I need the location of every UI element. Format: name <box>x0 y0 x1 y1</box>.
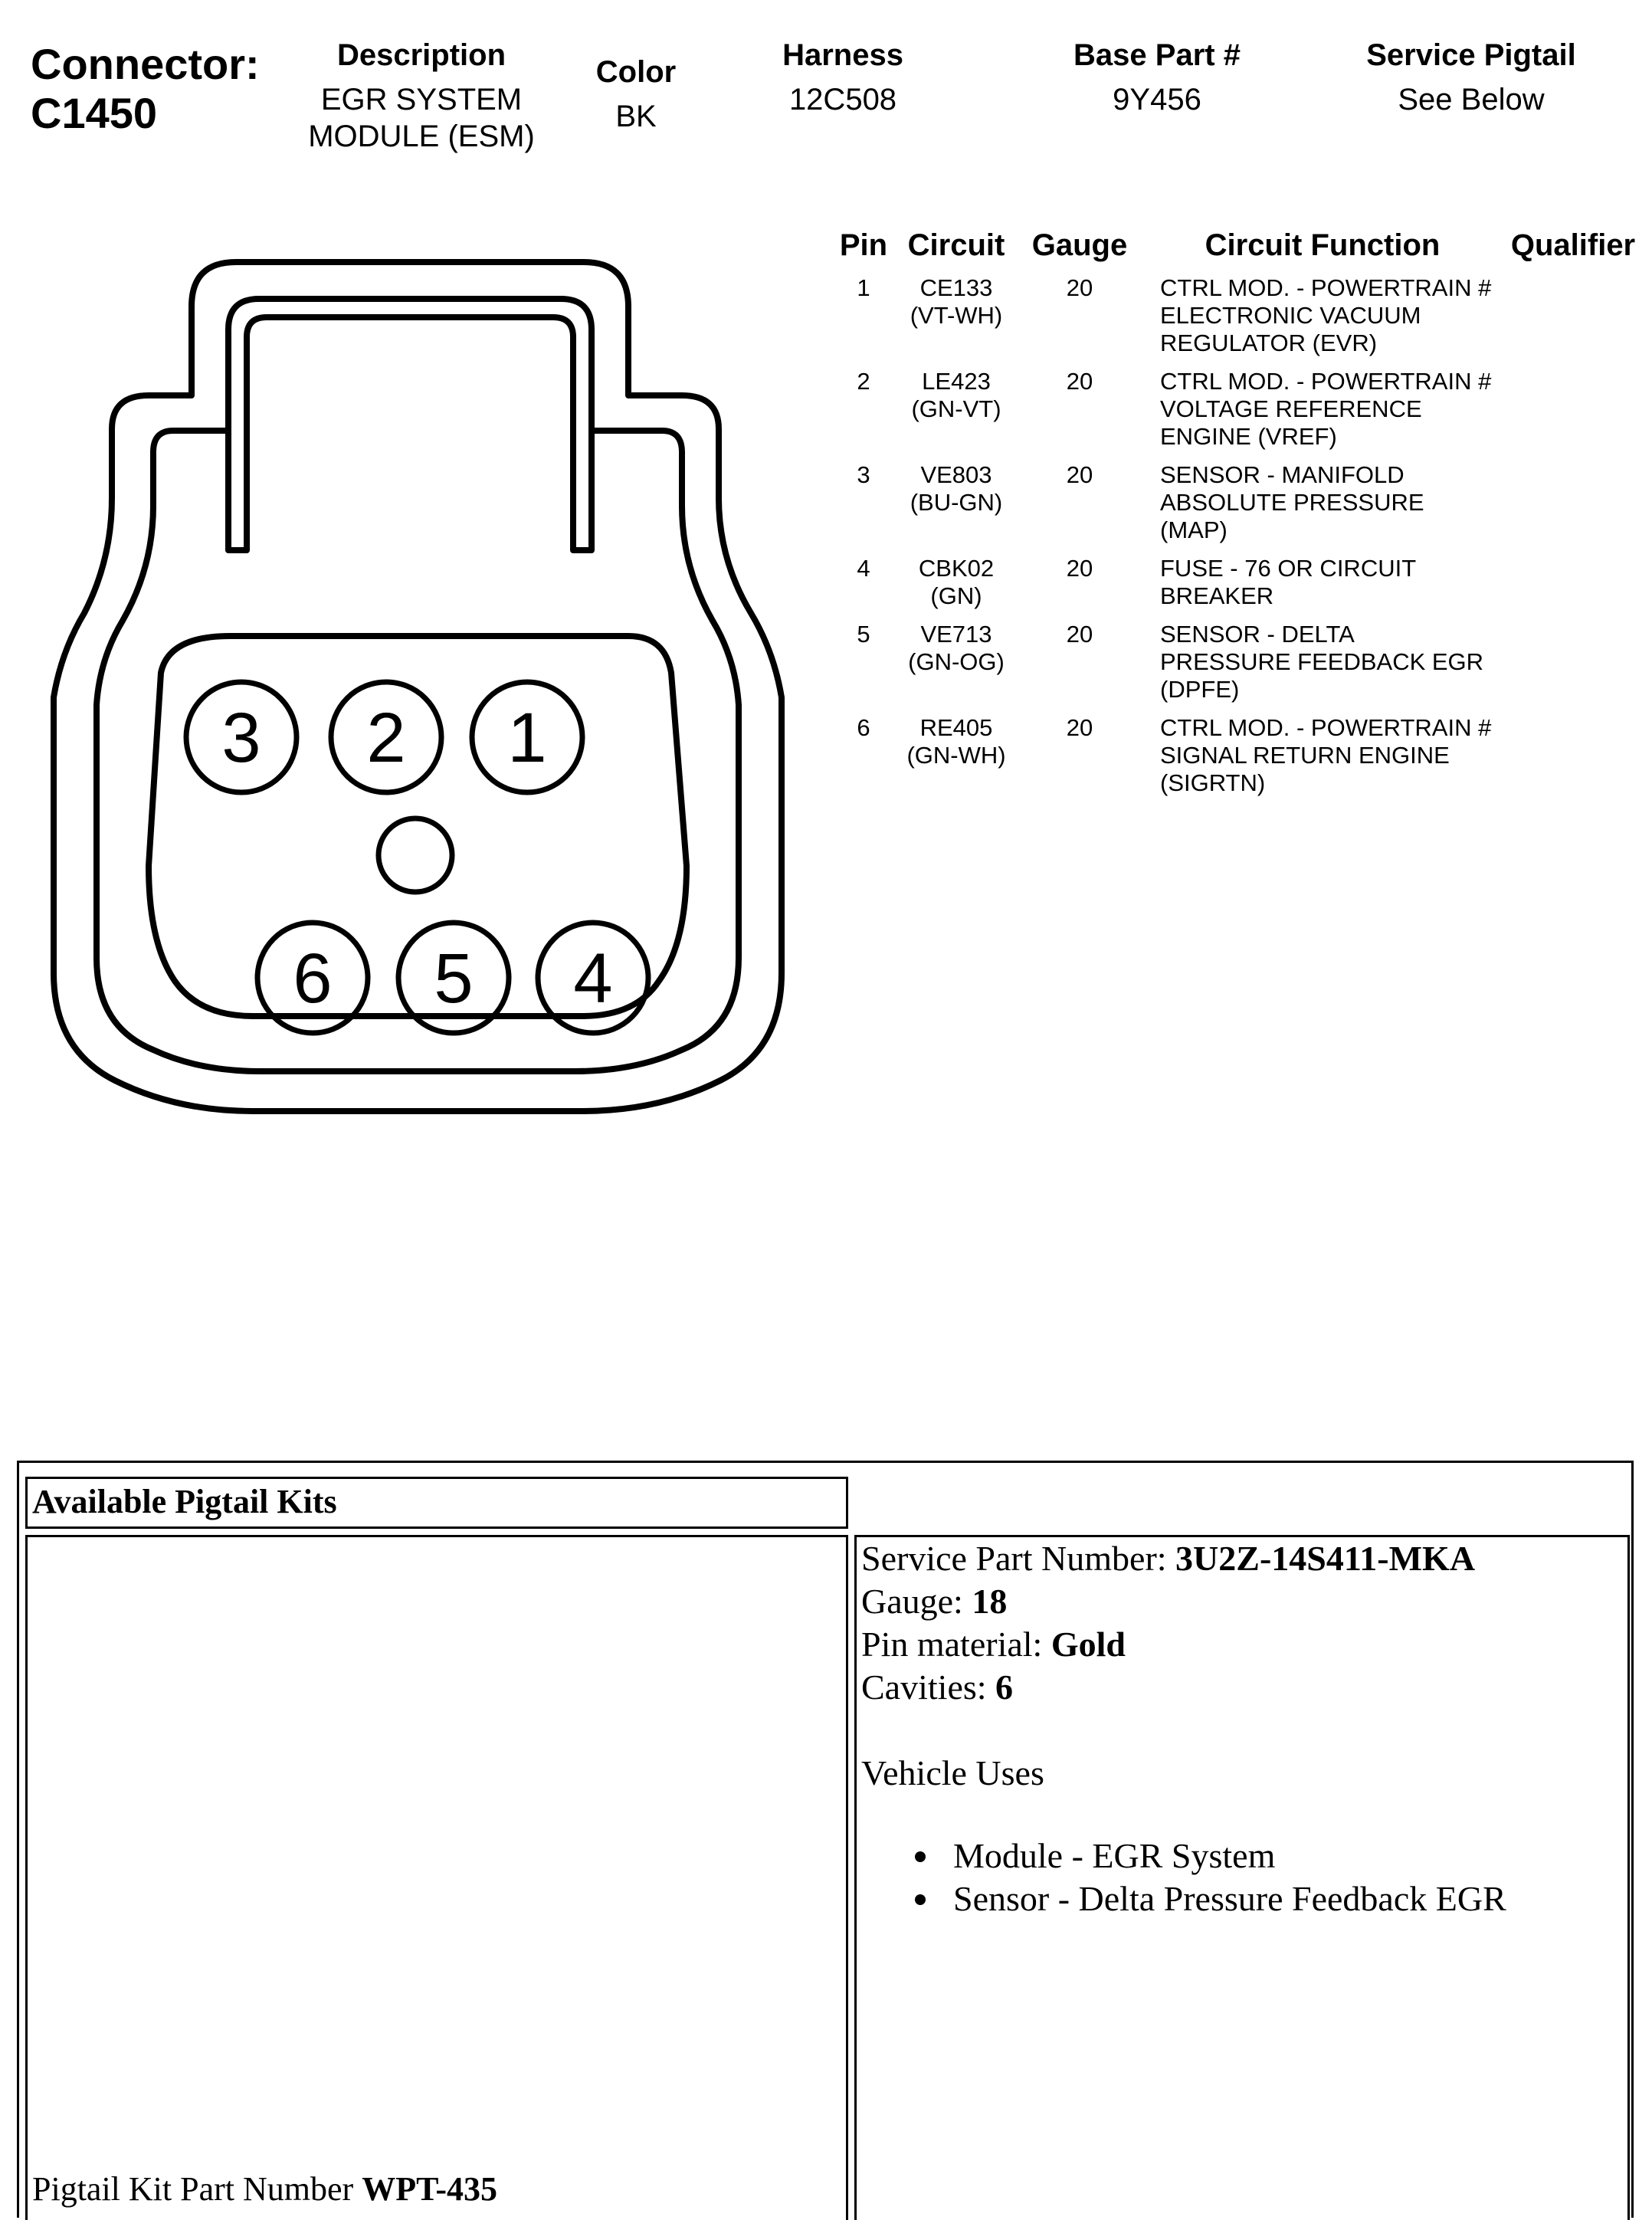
function-line: CTRL MOD. - POWERTRAIN # <box>1160 274 1492 301</box>
table-row <box>829 461 1646 555</box>
function-line: REGULATOR (EVR) <box>1160 330 1378 356</box>
wire-color: (VT-WH) <box>910 302 1003 329</box>
pin-table-header <box>829 227 1646 274</box>
service-part-label: Service Part Number: <box>861 1539 1176 1578</box>
vehicle-use-text: Sensor - Delta Pressure Feedback EGR <box>953 1879 1506 1918</box>
vehicle-uses-list <box>857 1835 1627 1920</box>
function-line: SENSOR - MANIFOLD <box>1160 461 1405 488</box>
pin-header: Pin <box>839 228 888 262</box>
function-line: (MAP) <box>1160 516 1228 543</box>
color-label: Color <box>595 55 677 89</box>
function-line: SENSOR - DELTA <box>1160 621 1355 648</box>
function-cell <box>1145 714 1500 808</box>
vehicle-use-text: Module - EGR System <box>953 1836 1276 1875</box>
pin-material-value: Gold <box>1051 1625 1126 1664</box>
base-part-value: 9Y456 <box>1113 83 1201 116</box>
table-row <box>829 714 1646 808</box>
gauge-value: 20 <box>1066 621 1093 648</box>
circuit-cell <box>898 461 1014 555</box>
qualifier-value <box>1500 555 1646 621</box>
service-part-value: 3U2Z-14S411-MKA <box>1175 1539 1476 1578</box>
function-line: (SIGRTN) <box>1160 769 1266 796</box>
cavity-4-number: 4 <box>573 939 613 1018</box>
left-latch-slot <box>228 317 592 550</box>
table-row <box>829 621 1646 714</box>
function-cell <box>1145 368 1500 461</box>
vehicle-uses-title: Vehicle Uses <box>861 1753 1044 1792</box>
function-line: FUSE - 76 OR CIRCUIT <box>1160 555 1417 582</box>
circuit-id: CE133 <box>919 274 993 301</box>
pin-number: 3 <box>857 461 870 488</box>
pigtail-kit-part-number <box>32 2169 497 2209</box>
function-cell <box>1145 461 1500 555</box>
pin-number: 6 <box>857 714 870 741</box>
pin-number: 4 <box>857 555 870 582</box>
cavities-label: Cavities: <box>861 1667 996 1707</box>
service-part-number <box>857 1537 1627 1580</box>
base-part-label: Base Part # <box>1073 38 1241 72</box>
connector-label: Connector: <box>31 40 260 88</box>
pigtail-kits-section <box>17 1461 1634 2218</box>
wire-color: (GN) <box>930 582 982 609</box>
connector-face-diagram <box>46 253 797 1172</box>
function-line: ABSOLUTE PRESSURE <box>1160 489 1424 516</box>
circuit-id: VE803 <box>920 461 992 488</box>
list-item <box>953 1877 1627 1920</box>
gauge-value: 20 <box>1066 714 1093 741</box>
function-line: ENGINE (VREF) <box>1160 423 1337 450</box>
description-column <box>291 37 552 155</box>
connector-id-block <box>31 40 260 138</box>
circuit-id: CBK02 <box>918 555 995 582</box>
qualifier-value <box>1500 368 1646 461</box>
table-row <box>829 555 1646 621</box>
qualifier-header: Qualifier <box>1510 228 1636 262</box>
circuit-cell <box>898 714 1014 808</box>
description-value-line2: MODULE (ESM) <box>308 120 535 153</box>
service-pigtail-value: See Below <box>1398 83 1545 116</box>
kit-gauge-label: Gauge: <box>861 1582 972 1621</box>
circuit-cell <box>898 621 1014 714</box>
service-pigtail-column <box>1333 37 1609 118</box>
pigtail-kit-image-cell <box>25 1535 848 2220</box>
connector-id: C1450 <box>31 89 158 137</box>
kit-part-value: WPT-435 <box>362 2170 498 2208</box>
function-line: BREAKER <box>1160 582 1274 609</box>
harness-column <box>736 37 950 118</box>
color-value: BK <box>615 100 657 133</box>
harness-value: 12C508 <box>788 83 897 116</box>
pin-number: 5 <box>857 621 870 648</box>
circuit-cell <box>898 368 1014 461</box>
cavity-6-number: 6 <box>293 939 333 1018</box>
bullet-icon <box>915 1851 926 1862</box>
keying-hole <box>379 818 452 892</box>
wire-color: (GN-OG) <box>908 648 1005 675</box>
pigtail-kits-title: Available Pigtail Kits <box>25 1477 848 1529</box>
description-value-line1: EGR SYSTEM <box>320 83 523 116</box>
cavity-2-number: 2 <box>366 699 406 777</box>
qualifier-value <box>1500 461 1646 555</box>
gauge-value: 20 <box>1066 555 1093 582</box>
function-line: PRESSURE FEEDBACK EGR <box>1160 648 1484 675</box>
function-line: SIGNAL RETURN ENGINE <box>1160 742 1450 769</box>
circuit-id: LE423 <box>922 368 991 395</box>
gauge-value: 20 <box>1066 461 1093 488</box>
function-line: CTRL MOD. - POWERTRAIN # <box>1160 714 1492 741</box>
function-cell <box>1145 621 1500 714</box>
pin-number: 2 <box>857 368 870 395</box>
kit-gauge <box>857 1580 1627 1623</box>
table-row <box>829 274 1646 368</box>
table-row <box>829 368 1646 461</box>
function-line: CTRL MOD. - POWERTRAIN # <box>1160 368 1492 395</box>
pin-material <box>857 1623 1627 1666</box>
base-part-column <box>1027 37 1287 118</box>
list-item <box>953 1835 1627 1877</box>
function-cell <box>1145 555 1500 621</box>
circuit-id: VE713 <box>920 621 992 648</box>
circuit-cell <box>898 274 1014 368</box>
bullet-icon <box>915 1894 926 1905</box>
cavity-3-number: 3 <box>221 699 261 777</box>
wire-color: (BU-GN) <box>910 489 1003 516</box>
cavities <box>857 1666 1627 1709</box>
pin-material-label: Pin material: <box>861 1625 1051 1664</box>
pin-number: 1 <box>857 274 870 301</box>
description-label: Description <box>336 38 506 72</box>
pin-table <box>829 227 1646 808</box>
function-header: Circuit Function <box>1205 228 1441 262</box>
kit-part-label: Pigtail Kit Part Number <box>32 2170 362 2208</box>
gauge-header: Gauge <box>1031 228 1128 262</box>
cavity-5-number: 5 <box>434 939 474 1018</box>
harness-label: Harness <box>782 38 903 72</box>
function-line: VOLTAGE REFERENCE <box>1160 395 1422 422</box>
function-line: ELECTRONIC VACUUM <box>1160 302 1421 329</box>
qualifier-value <box>1500 621 1646 714</box>
circuit-id: RE405 <box>919 714 993 741</box>
kit-gauge-value: 18 <box>972 1582 1008 1621</box>
circuit-header: Circuit <box>907 228 1005 262</box>
qualifier-value <box>1500 274 1646 368</box>
color-column <box>567 54 705 135</box>
circuit-cell <box>898 555 1014 621</box>
function-cell <box>1145 274 1500 368</box>
pigtail-kit-details-cell <box>854 1535 1630 2220</box>
gauge-value: 20 <box>1066 274 1093 301</box>
cavity-1-number: 1 <box>507 699 547 777</box>
qualifier-value <box>1500 714 1646 808</box>
service-pigtail-label: Service Pigtail <box>1366 38 1576 72</box>
gauge-value: 20 <box>1066 368 1093 395</box>
wire-color: (GN-WH) <box>906 742 1006 769</box>
function-line: (DPFE) <box>1160 676 1240 703</box>
cavities-value: 6 <box>995 1667 1014 1707</box>
wire-color: (GN-VT) <box>911 395 1001 422</box>
